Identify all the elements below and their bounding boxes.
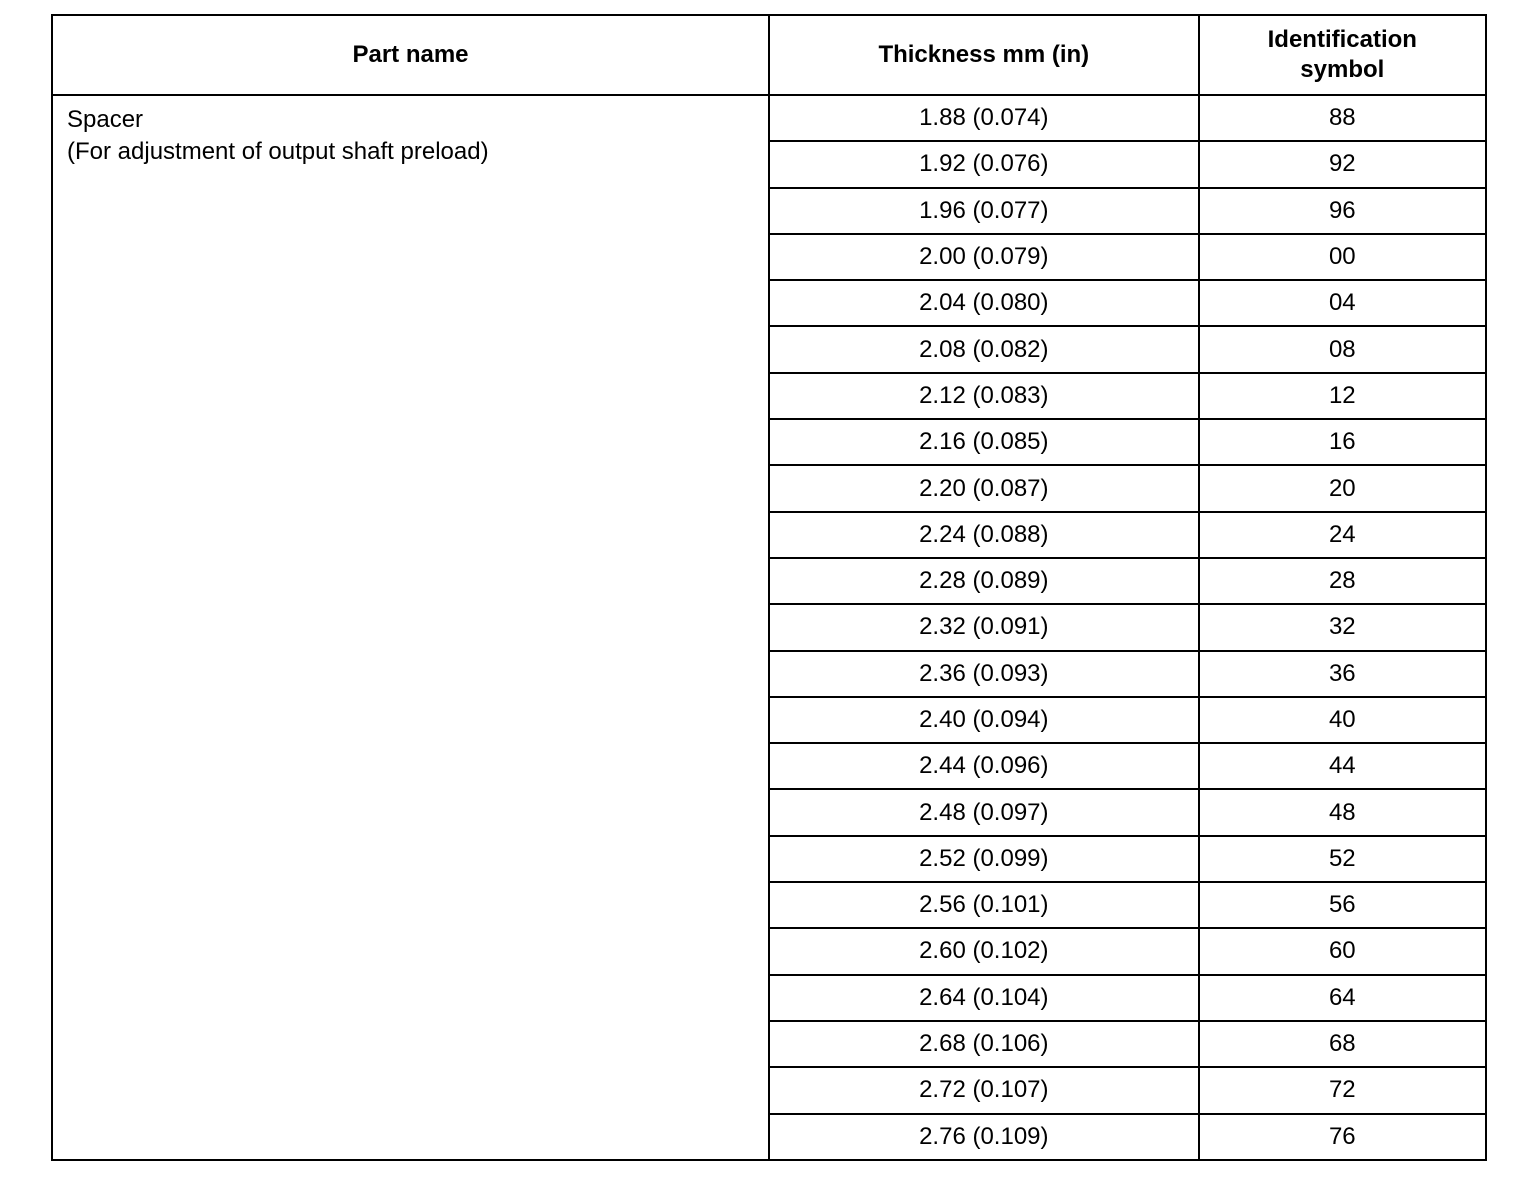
symbol-cell: 60 (1199, 928, 1486, 974)
thickness-cell: 1.92 (0.076) (769, 141, 1199, 187)
thickness-cell: 2.16 (0.085) (769, 419, 1199, 465)
symbol-cell: 44 (1199, 743, 1486, 789)
thickness-cell: 2.32 (0.091) (769, 604, 1199, 650)
symbol-cell: 36 (1199, 651, 1486, 697)
symbol-cell: 20 (1199, 465, 1486, 511)
header-identification-line1: Identification (1267, 26, 1417, 53)
symbol-cell: 04 (1199, 280, 1486, 326)
symbol-cell: 56 (1199, 882, 1486, 928)
thickness-cell: 2.44 (0.096) (769, 743, 1199, 789)
thickness-cell: 2.20 (0.087) (769, 465, 1199, 511)
header-part-name: Part name (52, 15, 769, 95)
thickness-cell: 1.96 (0.077) (769, 188, 1199, 234)
header-identification-line2: symbol (1300, 56, 1385, 83)
symbol-cell: 48 (1199, 789, 1486, 835)
thickness-cell: 1.88 (0.074) (769, 95, 1199, 141)
spacer-spec-table (51, 14, 1487, 1161)
header-row (52, 15, 1486, 95)
thickness-cell: 2.08 (0.082) (769, 326, 1199, 372)
symbol-cell: 08 (1199, 326, 1486, 372)
symbol-cell: 92 (1199, 141, 1486, 187)
thickness-cell: 2.60 (0.102) (769, 928, 1199, 974)
thickness-cell: 2.40 (0.094) (769, 697, 1199, 743)
part-purpose: (For adjustment of output shaft preload) (67, 138, 489, 165)
thickness-cell: 2.28 (0.089) (769, 558, 1199, 604)
symbol-cell: 64 (1199, 975, 1486, 1021)
symbol-cell: 88 (1199, 95, 1486, 141)
symbol-cell: 00 (1199, 234, 1486, 280)
symbol-cell: 16 (1199, 419, 1486, 465)
table-row (52, 95, 1486, 141)
thickness-cell: 2.04 (0.080) (769, 280, 1199, 326)
thickness-cell: 2.12 (0.083) (769, 373, 1199, 419)
thickness-cell: 2.64 (0.104) (769, 975, 1199, 1021)
part-name: Spacer (67, 106, 144, 133)
symbol-cell: 96 (1199, 188, 1486, 234)
header-identification-symbol (1199, 15, 1486, 95)
thickness-cell: 2.76 (0.109) (769, 1114, 1199, 1160)
part-name-cell (52, 95, 769, 1160)
thickness-cell: 2.00 (0.079) (769, 234, 1199, 280)
thickness-cell: 2.36 (0.093) (769, 651, 1199, 697)
symbol-cell: 76 (1199, 1114, 1486, 1160)
thickness-cell: 2.48 (0.097) (769, 789, 1199, 835)
header-thickness: Thickness mm (in) (769, 15, 1199, 95)
table-header (52, 15, 1486, 95)
thickness-cell: 2.68 (0.106) (769, 1021, 1199, 1067)
thickness-cell: 2.56 (0.101) (769, 882, 1199, 928)
symbol-cell: 28 (1199, 558, 1486, 604)
symbol-cell: 52 (1199, 836, 1486, 882)
symbol-cell: 32 (1199, 604, 1486, 650)
symbol-cell: 12 (1199, 373, 1486, 419)
symbol-cell: 68 (1199, 1021, 1486, 1067)
table-body (52, 95, 1486, 1160)
symbol-cell: 72 (1199, 1067, 1486, 1113)
thickness-cell: 2.52 (0.099) (769, 836, 1199, 882)
symbol-cell: 24 (1199, 512, 1486, 558)
symbol-cell: 40 (1199, 697, 1486, 743)
thickness-cell: 2.72 (0.107) (769, 1067, 1199, 1113)
thickness-cell: 2.24 (0.088) (769, 512, 1199, 558)
